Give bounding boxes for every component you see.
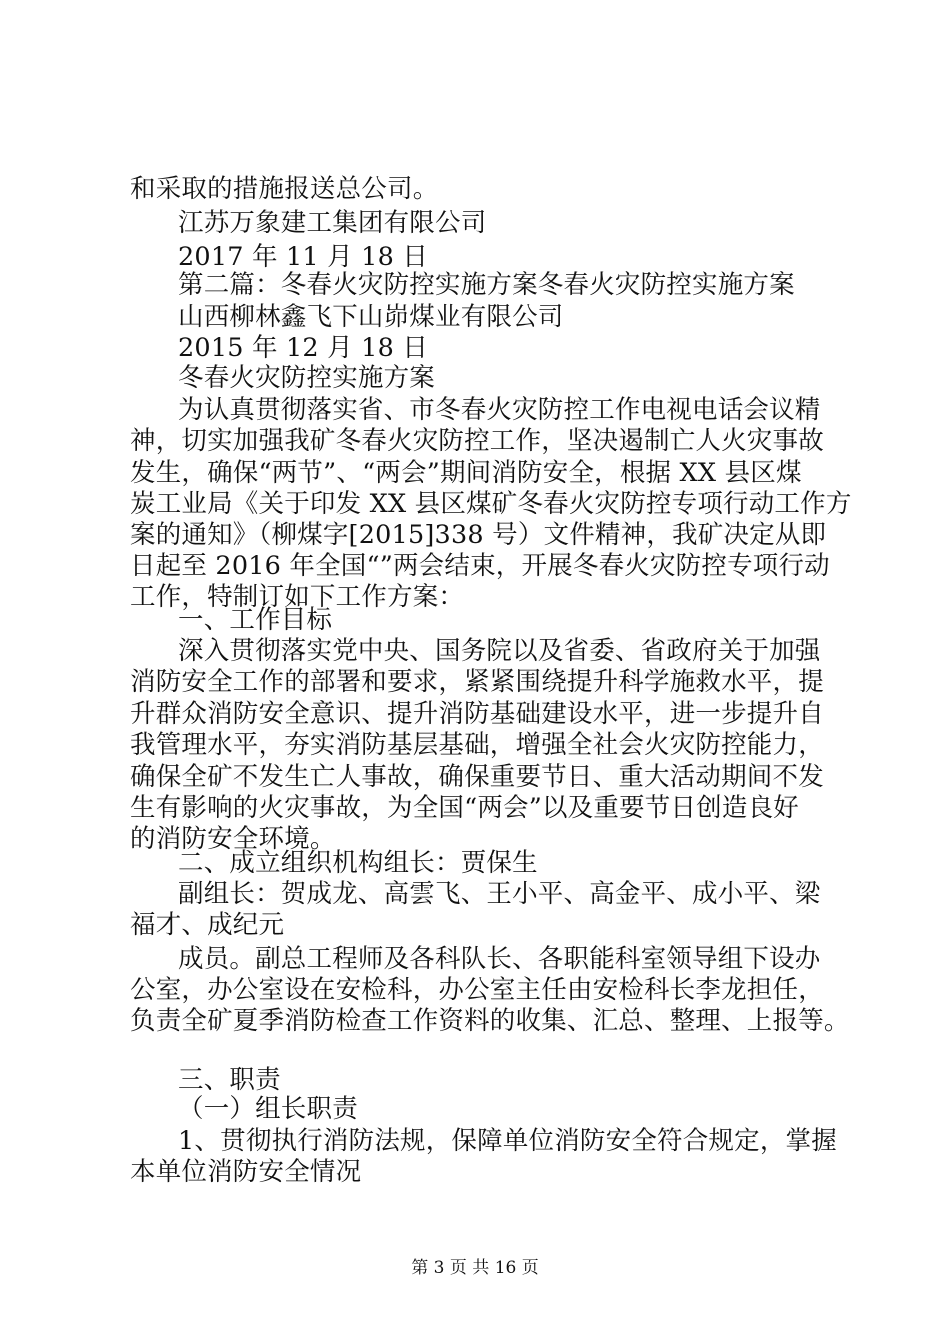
paragraph-line: 副组长：贺成龙、高雲飞、王小平、高金平、成小平、梁: [178, 879, 821, 909]
signature-date: 2017 年 11 月 18 日: [178, 242, 429, 272]
paragraph-line: 为认真贯彻落实省、市冬春火灾防控工作电视电话会议精: [178, 395, 821, 425]
paragraph-line: 消防安全工作的部署和要求，紧紧围绕提升科学施救水平，提: [130, 667, 824, 697]
paragraph-line: 炭工业局《关于印发 XX 县区煤矿冬春火灾防控专项行动工作方: [130, 489, 852, 519]
paragraph-line: 日起至 2016 年全国“”两会结束，开展冬春火灾防控专项行动: [130, 551, 830, 581]
paragraph-line: 发生，确保“两节”、“两会”期间消防安全，根据 XX 县区煤: [130, 458, 802, 488]
heading-organization: 二、成立组织机构组长：贾保生: [178, 848, 538, 878]
paragraph-line: 工作，特制订如下工作方案：: [130, 582, 465, 612]
heading-leader-duties: （一）组长职责: [178, 1094, 358, 1124]
paragraph-line: 生有影响的火灾事故，为全国“两会”以及重要节日创造良好: [130, 793, 799, 823]
paragraph-line: 负责全矿夏季消防检查工作资料的收集、汇总、整理、上报等。: [130, 1006, 850, 1036]
heading-duties: 三、职责: [178, 1065, 281, 1095]
paragraph-line: 成员。副总工程师及各科队长、各职能科室领导组下设办: [178, 944, 821, 974]
paragraph-line: 的消防安全环境。: [130, 824, 336, 854]
paragraph-line: 福才、成纪元: [130, 910, 285, 940]
document-date: 2015 年 12 月 18 日: [178, 333, 429, 363]
page-number-footer: 第 3 页 共 16 页: [411, 1258, 539, 1278]
company-name: 山西柳林鑫飞下山峁煤业有限公司: [178, 302, 564, 332]
paragraph-line: 神，切实加强我矿冬春火灾防控工作，坚决遏制亡人火灾事故: [130, 426, 824, 456]
paragraph-line: 本单位消防安全情况: [130, 1157, 362, 1187]
heading-work-goal: 一、工作目标: [178, 605, 333, 635]
section-title: 第二篇：冬春火灾防控实施方案冬春火灾防控实施方案: [178, 270, 795, 300]
paragraph-line: 公室，办公室设在安检科，办公室主任由安检科长李龙担任，: [130, 975, 824, 1005]
paragraph-line: 深入贯彻落实党中央、国务院以及省委、省政府关于加强: [178, 636, 821, 666]
paragraph-line: 案的通知》（柳煤字[2015]338 号）文件精神，我矿决定从即: [130, 520, 827, 550]
plan-title: 冬春火灾防控实施方案: [178, 363, 436, 393]
paragraph-line: 1、贯彻执行消防法规，保障单位消防安全符合规定，掌握: [178, 1126, 837, 1156]
paragraph-line: 确保全矿不发生亡人事故，确保重要节日、重大活动期间不发: [130, 762, 824, 792]
company-signature: 江苏万象建工集团有限公司: [178, 208, 487, 238]
paragraph-line: 升群众消防安全意识、提升消防基础建设水平，进一步提升自: [130, 699, 824, 729]
paragraph-line: 我管理水平，夯实消防基层基础，增强全社会火灾防控能力，: [130, 730, 824, 760]
text-line: 和采取的措施报送总公司。: [130, 174, 439, 204]
